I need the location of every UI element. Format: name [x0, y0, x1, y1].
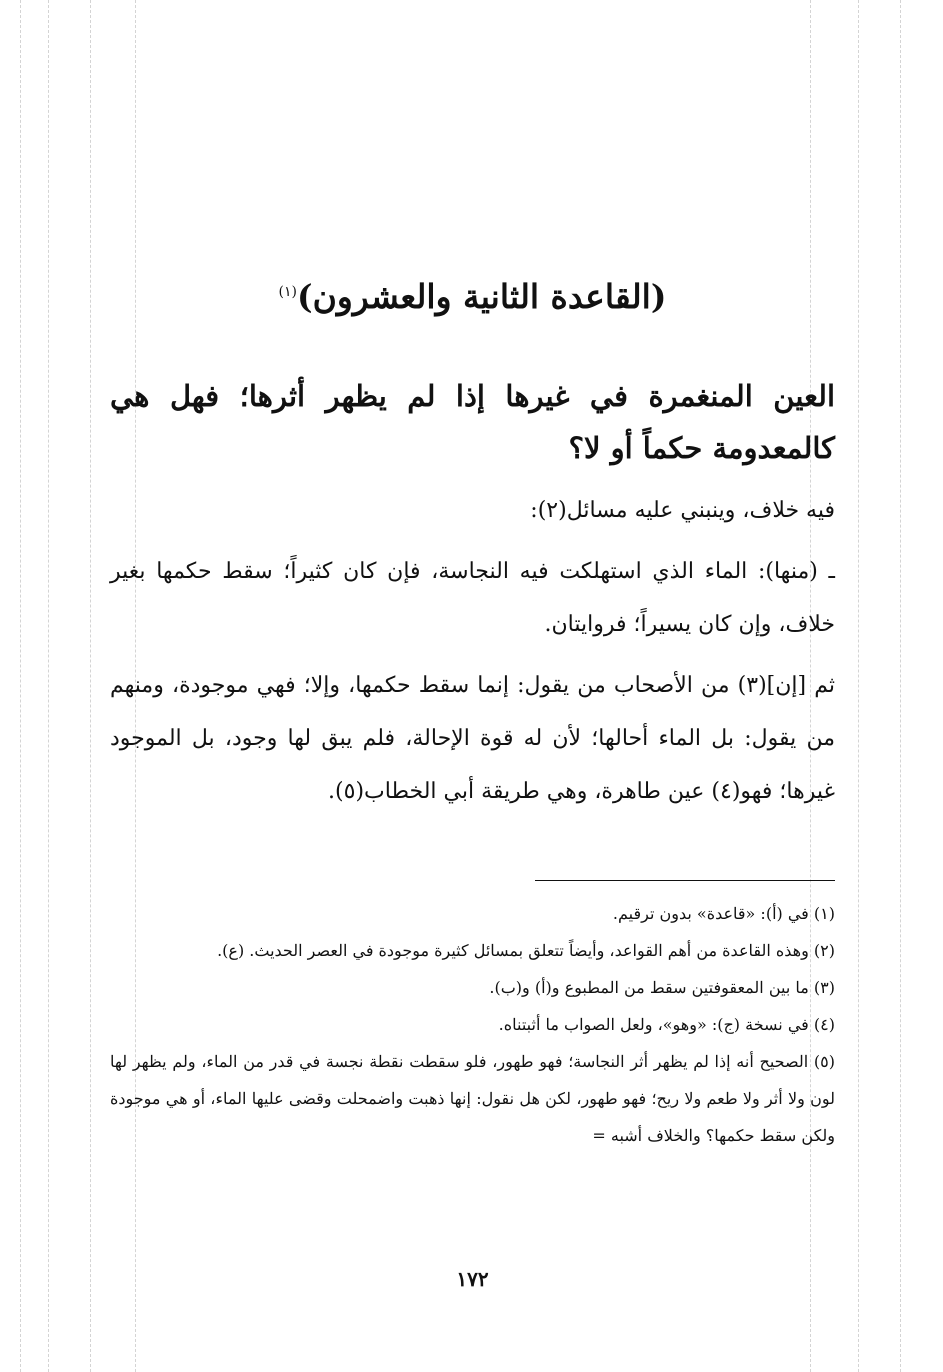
rule-title-text: (القاعدة الثانية والعشرون): [297, 277, 667, 316]
margin-guide: [858, 0, 859, 1372]
margin-guide: [20, 0, 21, 1372]
margin-guide: [48, 0, 49, 1372]
margin-guide: [90, 0, 91, 1372]
footnote-4: (٤) في نسخة (ج): «وهو»، ولعل الصواب ما أثبتناه.: [498, 1015, 835, 1034]
title-footnote-ref: (١): [278, 284, 297, 300]
rule-heading: العين المنغمرة في غيرها إذا لم يظهر أثرها؛ فهل هي كالمعدومة حكماً أو لا؟: [110, 379, 835, 465]
footnotes: [110, 895, 835, 1154]
footnote-1: (١) في (أ): «قاعدة» بدون ترقيم.: [612, 904, 835, 923]
rule-title: [110, 262, 835, 327]
page-number: ١٧٢: [456, 1267, 489, 1291]
paragraph-views: ثم [إن](٣) من الأصحاب من يقول: إنما سقط حكمها، وإلا؛ فهي موجودة، ومنهم من يقول: بل الماء أحالها؛ لأن له قوة الإحالة، فلم يبق لها وجود، بل الموجود غيرها؛ فهو(٤) عين طاهرة، وهي طريقة أبي الخطاب(٥).: [110, 673, 835, 804]
paragraph-intro: فيه خلاف، وينبني عليه مسائل(٢):: [530, 498, 835, 523]
footnote-2: (٢) وهذه القاعدة من أهم القواعد، وأيضاً تتعلق بمسائل كثيرة موجودة في العصر الحديث. (ع).: [217, 941, 835, 960]
book-page: [110, 0, 835, 1372]
footnote-separator: [535, 880, 835, 881]
margin-guide: [900, 0, 901, 1372]
footnote-3: (٣) ما بين المعقوفتين سقط من المطبوع و(أ) و(ب).: [489, 978, 835, 997]
paragraph-first-issue: ـ (منها): الماء الذي استهلكت فيه النجاسة، فإن كان كثيراً؛ سقط حكمها بغير خلاف، وإن كان يسيراً؛ فروايتان.: [110, 559, 835, 637]
footnote-5: (٥) الصحيح أنه إذا لم يظهر أثر النجاسة؛ فهو طهور، فلو سقطت نقطة نجسة في قدر من الماء، ولم يظهر لها لون ولا أثر ولا طعم ولا ريح؛ فهو طهور، لكن هل نقول: إنها ذهبت واضمحلت وقضى عليها الماء، أو هي موجودة ولكن سقط حكمها؟ والخلاف أشبه =: [110, 1052, 835, 1145]
